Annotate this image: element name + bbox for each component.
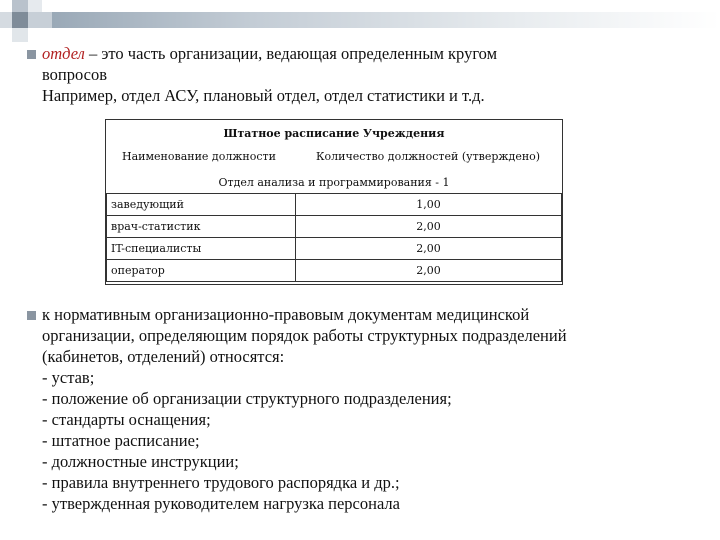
document-list-item: - устав;: [42, 368, 95, 387]
document-list-item: - штатное расписание;: [42, 431, 200, 450]
column-header-count: Количество должностей (утверждено): [316, 150, 541, 163]
column-header-position: Наименование должности: [122, 150, 276, 163]
bullet-icon: [27, 311, 36, 320]
definition-term: отдел: [42, 44, 85, 63]
definition-line-1: [42, 43, 497, 64]
document-list-item: - правила внутреннего трудового распорядка и др.;: [42, 473, 400, 492]
position-count: 2,00: [296, 216, 562, 238]
position-name: врач-статистик: [107, 216, 296, 238]
documents-line: организации, определяющим порядок работы структурных подразделений: [42, 326, 567, 345]
definition-line-2: вопросов: [42, 65, 108, 84]
definition-paragraph: [42, 43, 497, 106]
position-count: 2,00: [296, 238, 562, 260]
staff-schedule-title: Штатное расписание Учреждения: [223, 127, 445, 140]
staff-table: [106, 193, 562, 282]
documents-line: (кабинетов, отделений) относятся:: [42, 347, 285, 366]
position-name: IT-специалисты: [107, 238, 296, 260]
position-name: заведующий: [107, 194, 296, 216]
table-row: [107, 238, 562, 260]
documents-line: к нормативным организационно-правовым документам медицинской: [42, 305, 530, 324]
position-name: оператор: [107, 260, 296, 282]
header-gradient-bar: [52, 12, 720, 28]
document-list-item: - стандарты оснащения;: [42, 410, 211, 429]
document-list-item: - положение об организации структурного подразделения;: [42, 389, 452, 408]
position-count: 2,00: [296, 260, 562, 282]
document-list-item: - должностные инструкции;: [42, 452, 239, 471]
department-name: Отдел анализа и программирования - 1: [218, 176, 450, 189]
definition-text: – это часть организации, ведающая определенным кругом: [84, 44, 498, 63]
table-row: [107, 216, 562, 238]
bullet-icon: [27, 50, 36, 59]
document-list-item: - утвержденная руководителем нагрузка персонала: [42, 494, 400, 513]
table-row: [107, 260, 562, 282]
definition-example: Например, отдел АСУ, плановый отдел, отдел статистики и т.д.: [42, 86, 485, 105]
table-row: [107, 194, 562, 216]
position-count: 1,00: [296, 194, 562, 216]
documents-paragraph: [42, 304, 567, 514]
staff-schedule-document: [105, 119, 563, 285]
